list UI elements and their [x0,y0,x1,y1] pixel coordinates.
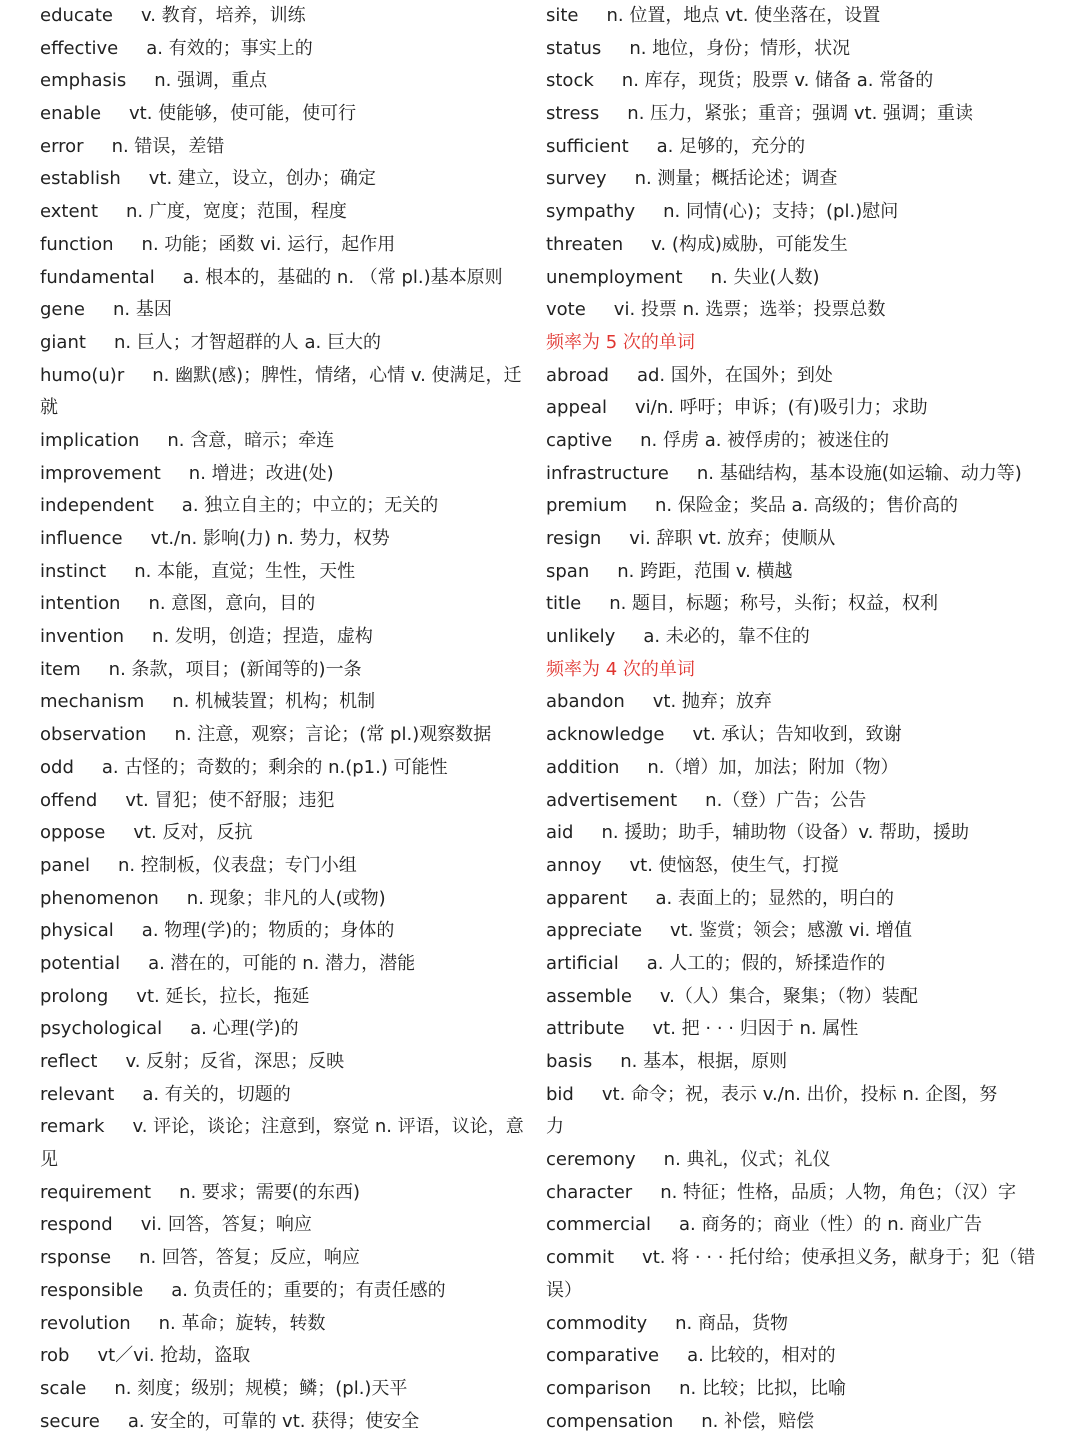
frequency-heading: 频率为 5 次的单词 [546,331,695,353]
vocab-word: character [546,1181,633,1203]
vocab-entry [40,981,532,1014]
vocab-word: effective [40,37,119,59]
vocab-definition: n. 基本，根据，原则 [620,1051,788,1072]
vocab-entry [40,458,532,491]
vocab-word: comparison [546,1377,652,1399]
vocab-entry [546,621,1040,654]
vocab-word: infrastructure [546,462,669,484]
vocab-word: remark [40,1116,105,1138]
vocab-word: panel [40,854,90,876]
vocab-definition: n. 幽默(感)；脾性，情绪，心情 v. 使满足，迁 [152,364,522,386]
vocab-entry [546,65,1040,98]
vocab-entry [546,360,1040,393]
vocab-definition: n. 含意，暗示；牵连 [167,429,335,451]
vocab-entry [546,948,1040,981]
vocab-definition: n. 巨人；才智超群的人 a. 巨大的 [113,331,381,353]
vocab-definition: v. 评论，谈论；注意到，察觉 n. 评语，议论，意 [132,1116,524,1138]
vocab-definition: n. 革命；旋转，转数 [158,1312,326,1334]
vocab-definition: vt. 使恼怒，使生气，打搅 [629,854,839,876]
vocab-entry [546,588,1040,621]
vocab-definition: vt／vi. 抢劫，盗取 [97,1345,251,1367]
vocab-word: span [546,560,590,582]
vocab-word: prolong [40,985,109,1007]
vocab-entry [40,327,532,360]
vocab-word: sufficient [546,135,629,157]
vocab-entry [546,556,1040,589]
vocab-entry [40,883,532,916]
vocab-word: acknowledge [546,724,665,746]
vocab-entry [40,588,532,621]
vocab-entry [40,98,532,131]
vocab-word: threaten [546,233,624,255]
vocab-word: respond [40,1214,113,1236]
vocab-entry [546,1308,1040,1341]
vocab-definition: n. 回答，答复；反应，响应 [139,1247,360,1269]
vocab-word: responsible [40,1279,144,1301]
vocab-word: commodity [546,1312,648,1334]
vocab-definition: n. 比较；比拟，比喻 [679,1377,846,1399]
vocab-definition: vi/n. 呼吁；申诉；(有)吸引力；求助 [635,397,928,419]
vocab-definition: n. 俘虏 a. 被俘虏的；被迷住的 [640,429,890,451]
vocab-definition: n. 错误，差错 [111,135,225,157]
vocab-entry [546,33,1040,66]
vocab-word: title [546,593,582,615]
vocab-definition: n. 广度，宽度；范围，程度 [126,201,347,223]
vocab-definition: vt. 冒犯；使不舒服；违犯 [125,789,335,811]
vocab-word: relevant [40,1083,115,1105]
vocab-definition: n. 压力，紧张；重音；强调 vt. 强调；重读 [627,103,974,125]
vocab-entry [40,294,532,327]
vocab-word: intention [40,593,121,615]
vocab-word: invention [40,626,125,648]
vocab-entry [40,1013,532,1046]
vocab-definition: v. (构成)威胁，可能发生 [651,233,848,255]
vocab-entry [40,621,532,654]
vocab-definition: a. 有效的；事实上的 [146,37,313,59]
vocab-entry [546,1242,1040,1275]
vocab-word: psychological [40,1018,163,1040]
vocab-definition: a. 表面上的；显然的，明白的 [655,887,894,909]
vocab-word: oppose [40,822,106,844]
vocab-definition: vt. 使能够，使可能，使可行 [129,103,357,125]
vocab-entry [40,915,532,948]
vocab-entry [546,490,1040,523]
vocab-word: site [546,5,579,26]
vocab-entry [546,262,1040,295]
vocab-definition: n. 位置，地点 vt. 使坐落在，设置 [606,5,881,26]
vocab-definition: n.（增）加，加法；附加（物） [647,756,899,778]
vocab-word: annoy [546,854,602,876]
vocab-definition: a. 独立自主的；中立的；无关的 [181,495,439,517]
vocab-definition: n. 强调，重点 [154,70,268,92]
vocab-definition: n. 发明，创造；捏造，虚构 [152,626,373,648]
vocab-definition: a. 人工的；假的，矫揉造作的 [646,952,886,974]
vocab-entry [40,654,532,687]
vocab-definition: a. 商务的；商业（性）的 n. 商业广告 [679,1214,983,1236]
vocab-definition: 误） [546,1279,582,1301]
vocab-entry [546,883,1040,916]
vocab-word: emphasis [40,70,127,92]
vocab-definition: n. 题目，标题；称号，头衔；权益，权利 [609,593,939,615]
vocab-entry [40,425,532,458]
vocab-word: unlikely [546,626,616,648]
vocab-entry [40,948,532,981]
vocab-word: enable [40,103,102,125]
vocab-entry [546,1144,1040,1177]
vocab-definition: vt. 把 · · · 归因于 n. 属性 [652,1018,859,1040]
vocab-definition: n. 增进；改进(处) [188,462,334,484]
vocab-entry-continuation [546,1275,1040,1308]
vocab-entry [40,1209,532,1242]
vocab-entry [546,1340,1040,1373]
vocab-definition: n. 特征；性格，品质；人物，角色；（汉）字 [660,1181,1017,1203]
vocab-definition: vt. 延长，拉长，拖延 [136,985,310,1007]
vocab-word: reflect [40,1051,98,1072]
vocab-entry [546,1406,1040,1439]
vocab-word: abandon [546,691,625,713]
vocab-entry [546,1046,1040,1079]
vocab-word: unemployment [546,266,683,288]
vocab-word: appeal [546,397,607,419]
vocab-entry [546,981,1040,1014]
vocab-definition: n. 同情(心)；支持；(pl.)慰问 [663,201,899,223]
vocab-word: improvement [40,462,161,484]
vocab-word: requirement [40,1181,152,1203]
vocab-word: status [546,37,602,59]
vocab-definition: n. 地位，身份；情形，状况 [629,37,851,59]
vocab-word: offend [40,789,98,811]
vocab-entry [40,33,532,66]
vocab-word: basis [546,1051,593,1072]
vocab-word: commit [546,1247,615,1269]
vocab-definition: vi. 回答，答复；响应 [140,1214,312,1236]
vocab-definition: n. 基因 [112,299,172,321]
vocab-definition: vt. 承认；告知收到，致谢 [692,724,902,746]
vocab-word: fundamental [40,266,155,288]
vocab-entry [546,686,1040,719]
vocab-word: extent [40,201,99,223]
vocab-entry [40,1111,532,1144]
vocab-entry [40,556,532,589]
vocab-definition: a. 比较的，相对的 [687,1345,836,1367]
vocab-definition: n. 要求；需要(的东西) [179,1181,360,1203]
vocab-entry [40,229,532,262]
vocab-word: advertisement [546,789,678,811]
vocab-word: appreciate [546,920,643,942]
vocab-word: error [40,135,84,157]
vocab-entry [546,1373,1040,1406]
vocab-word: resign [546,528,602,549]
vocab-entry [546,752,1040,785]
vocab-definition: n. 功能；函数 vi. 运行，起作用 [141,233,396,255]
vocab-entry [40,1242,532,1275]
vocab-definition: ad. 国外，在国外；到处 [636,364,833,386]
vocab-definition: 见 [40,1149,58,1171]
vocab-entry [546,98,1040,131]
vocab-word: commercial [546,1214,651,1236]
vocab-entry [546,425,1040,458]
vocab-entry [546,294,1040,327]
vocab-definition: a. 潜在的，可能的 n. 潜力，潜能 [148,952,416,974]
left-column [40,0,532,1438]
vocab-definition: vt. 将 · · · 托付给；使承担义务，献身于；犯（错 [642,1247,1036,1269]
vocab-word: gene [40,299,85,321]
vocab-entry [40,1373,532,1406]
vocab-entry [546,719,1040,752]
vocab-word: phenomenon [40,887,159,909]
vocab-word: item [40,658,81,680]
vocab-entry [40,752,532,785]
vocab-entry-continuation [546,1111,1040,1144]
vocab-definition: a. 物理(学)的；物质的；身体的 [141,920,395,942]
vocab-word: implication [40,429,140,451]
vocab-entry [40,1308,532,1341]
vocab-definition: n. 意图，意向，目的 [148,593,316,615]
vocab-entry [40,523,532,556]
vocab-definition: a. 古怪的；奇数的；剩余的 n.(p1.) 可能性 [101,756,448,778]
vocab-definition: a. 负责任的；重要的；有责任感的 [171,1279,446,1301]
vocab-definition: v. 教育，培养，训练 [140,5,306,26]
vocab-entry [40,262,532,295]
vocab-definition: a. 未必的，靠不住的 [643,626,810,648]
vocab-definition: vt. 抛弃；放弃 [652,691,772,713]
vocab-entry [546,0,1040,33]
vocab-entry [40,1275,532,1308]
vocab-definition: a. 心理(学)的 [190,1018,299,1040]
vocab-definition: vi. 辞职 vt. 放弃；使顺从 [629,528,836,549]
vocab-entry [546,163,1040,196]
vocab-definition: vt. 反对，反抗 [133,822,253,844]
vocab-entry [40,360,532,393]
vocab-definition: n. 控制板，仪表盘；专门小组 [117,854,357,876]
vocab-definition: n. 本能，直觉；生性，天性 [134,560,356,582]
vocab-entry [40,196,532,229]
vocab-entry [546,392,1040,425]
vocab-word: aid [546,822,574,844]
vocab-word: instinct [40,560,107,582]
vocab-entry [546,131,1040,164]
vocab-entry [546,229,1040,262]
vocab-word: bid [546,1083,574,1105]
vocab-word: survey [546,168,607,190]
vocab-definition: n. 测量；概括论述；调查 [634,168,838,190]
vocab-word: compensation [546,1410,674,1432]
vocab-entry [40,1079,532,1112]
vocab-definition: vt. 鉴赏；领会；感激 vi. 增值 [670,920,913,942]
vocab-word: educate [40,5,113,26]
vocab-entry [546,850,1040,883]
vocab-definition: v.（人）集合，聚集；（物）装配 [659,985,918,1007]
vocab-definition: n.（登）广告；公告 [705,789,867,811]
vocab-entry [546,523,1040,556]
vocab-word: rsponse [40,1247,112,1269]
vocab-word: independent [40,495,154,517]
vocab-definition: a. 安全的，可靠的 vt. 获得；使安全 [127,1410,420,1432]
vocab-entry [546,196,1040,229]
vocab-word: vote [546,299,586,321]
vocab-definition: n. 库存，现货；股票 v. 储备 a. 常备的 [621,70,934,92]
vocab-word: stock [546,70,594,92]
vocab-entry [546,1079,1040,1112]
vocab-word: rob [40,1345,70,1367]
vocab-definition: n. 典礼，仪式；礼仪 [663,1149,831,1171]
vocab-definition: 力 [546,1116,564,1138]
vocab-word: function [40,233,114,255]
vocab-entry [40,817,532,850]
vocab-entry [40,1340,532,1373]
vocab-word: mechanism [40,691,145,713]
vocab-definition: n. 跨距，范围 v. 横越 [617,560,793,582]
vocab-entry [40,785,532,818]
vocab-definition: n. 基础结构，基本设施(如运输、动力等) [696,462,1022,484]
vocab-entry [40,1177,532,1210]
vocab-entry [546,817,1040,850]
vocab-word: giant [40,331,86,353]
vocab-definition: v. 反射；反省，深思；反映 [125,1051,345,1072]
vocab-word: physical [40,920,114,942]
vocab-entry [546,458,1040,491]
vocab-definition: n. 机械装置；机构；机制 [172,691,376,713]
vocab-entry [40,0,532,33]
vocab-definition: n. 保险金；奖品 a. 高级的；售价高的 [654,495,959,517]
right-column [546,0,1040,1438]
vocab-word: addition [546,756,620,778]
vocab-definition: n. 条款，项目；(新闻等的)一条 [108,658,362,680]
vocab-entry [40,163,532,196]
vocab-word: artificial [546,952,619,974]
vocab-word: sympathy [546,201,636,223]
vocab-word: comparative [546,1345,660,1367]
vocab-word: potential [40,952,121,974]
vocab-word: revolution [40,1312,131,1334]
vocab-word: stress [546,103,600,125]
vocab-definition: n. 失业(人数) [710,266,820,288]
vocab-definition: a. 根本的，基础的 n. （常 pl.)基本原则 [182,266,503,288]
vocab-entry [40,719,532,752]
vocab-word: apparent [546,887,628,909]
vocab-word: establish [40,168,121,190]
vocab-entry [546,1177,1040,1210]
vocab-definition: vi. 投票 n. 选票；选举；投票总数 [613,299,886,321]
vocab-definition: n. 现象；非凡的人(或物) [186,887,386,909]
vocab-definition: n. 补偿，赔偿 [701,1410,815,1432]
vocab-definition: n. 注意，观察；言论；(常 pl.)观察数据 [174,724,492,746]
vocab-definition: n. 刻度；级别；规模；鳞；(pl.)天平 [114,1377,408,1399]
vocab-word: abroad [546,364,609,386]
vocab-word: odd [40,756,74,778]
vocab-word: humo(u)r [40,364,125,386]
vocab-entry [546,1209,1040,1242]
vocab-entry [40,490,532,523]
vocab-word: scale [40,1377,87,1399]
vocab-definition: vt./n. 影响(力) n. 势力，权势 [150,528,390,549]
vocab-definition: n. 援助；助手，辅助物（设备）v. 帮助，援助 [601,822,970,844]
vocab-word: premium [546,495,627,517]
vocab-word: observation [40,724,147,746]
frequency-heading: 频率为 4 次的单词 [546,658,695,680]
vocab-entry [40,1406,532,1439]
vocab-entry [546,915,1040,948]
vocab-entry [40,1046,532,1079]
vocab-word: ceremony [546,1149,636,1171]
vocab-word: secure [40,1410,100,1432]
vocab-word: influence [40,528,123,549]
vocab-entry-continuation [40,1144,532,1177]
vocab-entry [40,686,532,719]
vocab-entry-continuation [40,392,532,425]
vocab-definition: vt. 建立，设立，创办；确定 [148,168,376,190]
vocab-definition: a. 足够的，充分的 [656,135,806,157]
vocab-entry [40,65,532,98]
vocab-word: attribute [546,1018,625,1040]
vocab-entry [40,850,532,883]
vocab-entry [40,131,532,164]
vocab-definition: vt. 命令；祝，表示 v./n. 出价，投标 n. 企图，努 [601,1083,998,1105]
vocab-entry [546,785,1040,818]
vocab-definition: 就 [40,397,58,419]
vocab-word: captive [546,429,613,451]
vocab-entry [546,1013,1040,1046]
vocab-definition: a. 有关的，切题的 [142,1083,291,1105]
vocab-definition: n. 商品，货物 [675,1312,788,1334]
vocab-word: assemble [546,985,632,1007]
